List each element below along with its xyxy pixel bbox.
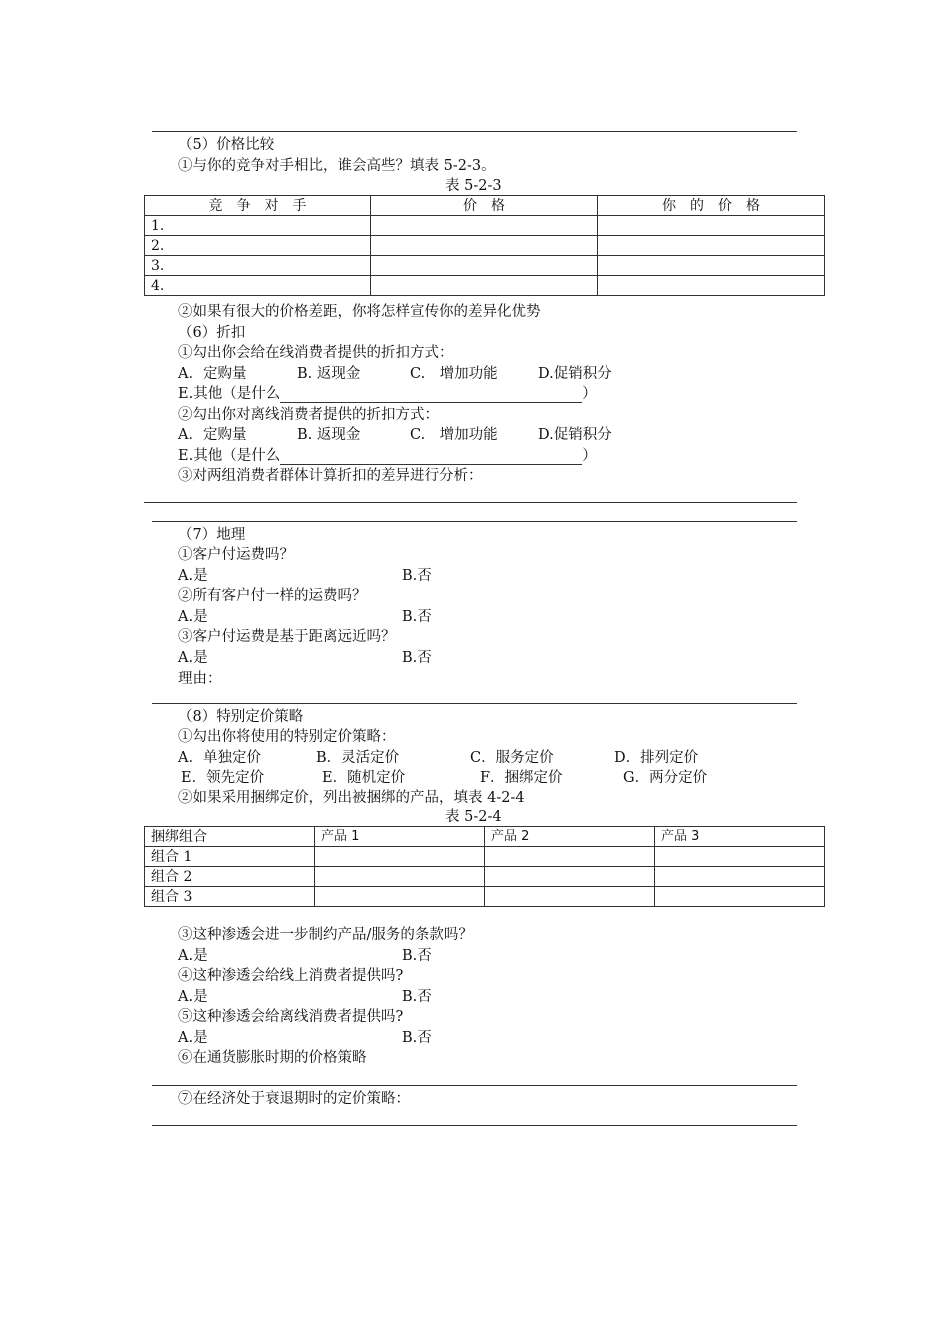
table-header-row: [145, 196, 825, 216]
header-your-price: 你 的 价 格: [598, 196, 825, 216]
online-option-other: [178, 385, 597, 403]
table-row: [145, 276, 825, 296]
section-6-title: （6）折扣: [178, 325, 246, 341]
table-caption-5-2-4: 表 5-2-4: [445, 809, 502, 825]
online-option-c[interactable]: C. 增加功能: [410, 366, 498, 382]
offline-option-c[interactable]: C. 增加功能: [410, 427, 498, 443]
rule-section-8: [152, 703, 797, 704]
row-label: 1.: [145, 216, 371, 236]
product-cell[interactable]: [315, 887, 485, 907]
other-prefix: E.其他（是什么: [178, 386, 281, 402]
other-prefix: E.其他（是什么: [178, 448, 281, 464]
section-5-title: （5）价格比较: [178, 137, 275, 153]
other-input-line[interactable]: [280, 387, 582, 403]
online-option-d[interactable]: D.促销积分: [538, 366, 612, 382]
header-product-1: 产品 1: [315, 827, 485, 847]
section-7-question-1: ①客户付运费吗？: [178, 547, 294, 563]
product-cell[interactable]: [655, 867, 825, 887]
header-product-2: 产品 2: [485, 827, 655, 847]
table-header-row: [145, 827, 825, 847]
strategy-option-e2[interactable]: E．随机定价: [322, 770, 406, 786]
row-label: 组合 2: [145, 867, 315, 887]
table-row: [145, 256, 825, 276]
product-cell[interactable]: [315, 847, 485, 867]
other-suffix: ）: [582, 386, 597, 402]
answer-line[interactable]: [152, 1125, 797, 1126]
price-cell[interactable]: [371, 276, 598, 296]
other-suffix: ）: [582, 448, 597, 464]
product-cell[interactable]: [655, 847, 825, 867]
competitor-price-table: [144, 195, 825, 296]
header-competitor: 竞 争 对 手: [145, 196, 371, 216]
section-8-question-4: ④这种渗透会给线上消费者提供吗?: [178, 968, 404, 984]
section-8-question-2: ②如果采用捆绑定价，列出被捆绑的产品，填表 4-2-4: [178, 790, 525, 806]
product-cell[interactable]: [315, 867, 485, 887]
option-no[interactable]: B.否: [402, 609, 432, 625]
offline-option-other: [178, 447, 597, 465]
option-yes[interactable]: A.是: [178, 650, 208, 666]
price-cell[interactable]: [371, 236, 598, 256]
your-price-cell[interactable]: [598, 236, 825, 256]
section-6-question-1: ①勾出你会给在线消费者提供的折扣方式：: [178, 345, 454, 361]
price-cell[interactable]: [371, 256, 598, 276]
row-label: 2.: [145, 236, 371, 256]
header-bundle: 捆绑组合: [145, 827, 315, 847]
section-8-question-3: ③这种渗透会进一步制约产品/服务的条款吗？: [178, 927, 473, 943]
section-8-question-6: ⑥在通货膨胀时期的价格策略: [178, 1050, 367, 1066]
strategy-option-f[interactable]: F．捆绑定价: [480, 770, 563, 786]
section-8-question-7: ⑦在经济处于衰退期时的定价策略：: [178, 1091, 410, 1107]
strategy-option-b[interactable]: B．灵活定价: [316, 750, 400, 766]
section-8-question-1: ①勾出你将使用的特别定价策略：: [178, 729, 396, 745]
online-option-a[interactable]: A．定购量: [178, 366, 247, 382]
rule-top: [152, 131, 797, 132]
your-price-cell[interactable]: [598, 216, 825, 236]
option-yes[interactable]: A.是: [178, 989, 208, 1005]
offline-option-b[interactable]: B. 返现金: [297, 427, 361, 443]
section-5-question-2: ②如果有很大的价格差距，你将怎样宣传你的差异化优势: [178, 304, 541, 320]
section-6-question-2: ②勾出你对离线消费者提供的折扣方式：: [178, 407, 439, 423]
table-row: [145, 847, 825, 867]
option-yes[interactable]: A.是: [178, 609, 208, 625]
table-row: [145, 887, 825, 907]
table-row: [145, 216, 825, 236]
row-label: 3.: [145, 256, 371, 276]
table-row: [145, 236, 825, 256]
bundle-table: [144, 826, 825, 907]
option-yes[interactable]: A.是: [178, 568, 208, 584]
offline-option-a[interactable]: A．定购量: [178, 427, 247, 443]
table-caption-5-2-3: 表 5-2-3: [445, 178, 502, 194]
section-7-title: （7）地理: [178, 527, 246, 543]
section-6-question-3: ③对两组消费者群体计算折扣的差异进行分析：: [178, 468, 483, 484]
option-yes[interactable]: A.是: [178, 1030, 208, 1046]
section-8-question-5: ⑤这种渗透会给离线消费者提供吗?: [178, 1009, 404, 1025]
strategy-option-e1[interactable]: E．领先定价: [181, 770, 265, 786]
table-row: [145, 867, 825, 887]
strategy-option-a[interactable]: A．单独定价: [178, 750, 261, 766]
option-no[interactable]: B.否: [402, 1030, 432, 1046]
answer-line[interactable]: [144, 502, 797, 503]
option-yes[interactable]: A.是: [178, 948, 208, 964]
reason-label: 理由：: [178, 671, 222, 687]
section-5-question-1: ①与你的竞争对手相比，谁会高些？填表 5-2-3。: [178, 158, 496, 174]
product-cell[interactable]: [485, 887, 655, 907]
product-cell[interactable]: [485, 867, 655, 887]
section-7-question-2: ②所有客户付一样的运费吗？: [178, 588, 367, 604]
strategy-option-d[interactable]: D．排列定价: [614, 750, 699, 766]
other-input-line[interactable]: [280, 449, 582, 465]
strategy-option-c[interactable]: C．服务定价: [470, 750, 554, 766]
section-7-question-3: ③客户付运费是基于距离远近吗？: [178, 629, 396, 645]
header-price: 价 格: [371, 196, 598, 216]
row-label: 4.: [145, 276, 371, 296]
section-8-title: （8）特别定价策略: [178, 709, 304, 725]
option-no[interactable]: B.否: [402, 650, 432, 666]
price-cell[interactable]: [371, 216, 598, 236]
rule-section-7: [152, 521, 797, 522]
product-cell[interactable]: [655, 887, 825, 907]
your-price-cell[interactable]: [598, 276, 825, 296]
option-no[interactable]: B.否: [402, 948, 432, 964]
offline-option-d[interactable]: D.促销积分: [538, 427, 612, 443]
strategy-option-g[interactable]: G．两分定价: [623, 770, 708, 786]
row-label: 组合 1: [145, 847, 315, 867]
option-no[interactable]: B.否: [402, 989, 432, 1005]
row-label: 组合 3: [145, 887, 315, 907]
your-price-cell[interactable]: [598, 256, 825, 276]
answer-line[interactable]: [152, 1085, 797, 1086]
option-no[interactable]: B.否: [402, 568, 432, 584]
online-option-b[interactable]: B. 返现金: [297, 366, 361, 382]
header-product-3: 产品 3: [655, 827, 825, 847]
product-cell[interactable]: [485, 847, 655, 867]
